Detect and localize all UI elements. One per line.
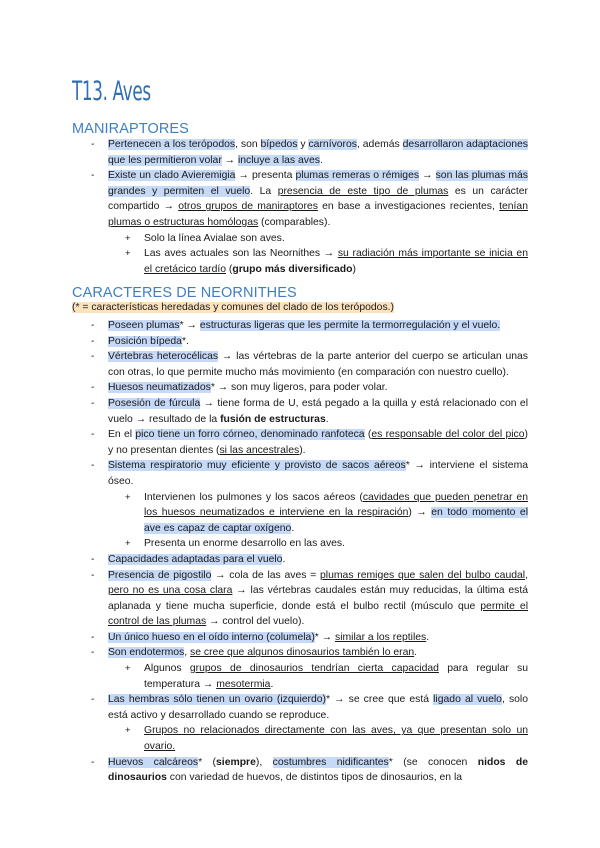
text-run: Presenta un enorme desarrollo en las aves. <box>144 538 345 550</box>
text-run: Un único hueso en el oído interno (columela) <box>108 631 315 643</box>
list-item <box>0 458 600 489</box>
text-run: carnívoros <box>308 139 357 150</box>
text-run: Huevos calcáreos <box>108 756 199 768</box>
list-item <box>0 380 600 396</box>
text-run: Intervienen los pulmones y los sacos aéreos ( <box>144 491 363 503</box>
text-run: con variedad de huevos, de distintos tipos de dinosaurios, en la <box>166 772 463 784</box>
text-run: costumbres nidificantes <box>272 756 389 768</box>
list-item <box>0 630 600 646</box>
text-run: grupos de dinosaurios tendrían cierta capacidad <box>189 663 439 675</box>
asterisk-note-text: (* = características heredadas y comunes del clado de los terópodos.) <box>72 302 394 313</box>
text-run: ( <box>226 263 233 275</box>
text-run: * → <box>314 631 336 643</box>
list-item <box>0 334 600 350</box>
list-item <box>0 318 600 334</box>
section-heading-neornithes: CARACTERES DE NEORNITHES <box>72 285 297 301</box>
text-run: tenían plumas o estructuras homólogas <box>108 201 528 228</box>
list-item <box>0 231 600 247</box>
text-run: plumas remiges que salen del bulbo caudal, pero no es una cosa clara <box>108 569 528 597</box>
text-run: Pertenecen a los terópodos <box>108 139 236 150</box>
text-run: . <box>291 522 295 534</box>
text-run: Presencia de pigostilo <box>108 569 212 581</box>
text-run: . <box>325 413 329 425</box>
text-run: es un carácter compartido → <box>108 185 528 213</box>
text-run: Existe un clado Avieremigia <box>108 170 236 182</box>
text-run: Algunos <box>144 663 190 675</box>
neornithes-list <box>0 318 600 786</box>
text-run: otros grupos de maniraptores <box>178 201 318 213</box>
text-run: estructuras ligeras que les permite la termorregulación y el vuelo. <box>199 320 501 331</box>
text-run: Huesos neumatizados <box>108 382 211 394</box>
text-run: ) <box>352 263 356 275</box>
list-item <box>0 536 600 552</box>
text-run: Las aves actuales son las Neornithes → <box>144 248 338 260</box>
text-run: son las plumas más grandes y permiten el vuelo <box>108 170 528 197</box>
list-item <box>0 723 600 754</box>
text-run: Son endotermos <box>108 647 185 659</box>
list-item <box>0 755 600 786</box>
section-heading-maniraptores: MANIRAPTORES <box>72 121 189 137</box>
text-run: Solo la línea Avialae son aves. <box>144 232 285 244</box>
text-run: → <box>419 170 436 182</box>
text-run: → <box>221 154 238 166</box>
text-run: siempre <box>216 756 256 768</box>
list-item <box>0 137 600 168</box>
text-run: grupo más diversificado <box>232 263 353 275</box>
text-run: presencia de este tipo de plumas <box>277 185 449 197</box>
text-run: su radiación más importante se inicia en el cretácico tardío <box>144 248 528 275</box>
text-run: Posesión de fúrcula <box>108 397 201 409</box>
list-item <box>0 568 600 630</box>
text-run: * → <box>179 320 200 331</box>
text-run: incluye a las aves <box>237 154 320 166</box>
text-run: para regular su temperatura → <box>144 663 529 690</box>
text-run: ) → <box>408 507 432 519</box>
text-run: mesotermia <box>216 678 271 690</box>
list-item <box>0 427 600 458</box>
text-run: → presenta <box>235 170 296 182</box>
text-run: En el <box>108 429 136 441</box>
page-title: T13. Aves <box>72 76 151 107</box>
text-run: * → interviene el sistema óseo. <box>108 460 529 487</box>
text-run: * ( <box>198 756 217 768</box>
text-run: . <box>414 647 418 659</box>
text-run: *. <box>181 335 189 347</box>
text-run: en base a investigaciones recientes, <box>317 201 500 213</box>
text-run: ). <box>299 444 306 456</box>
text-run: permite el control de las plumas <box>108 600 528 628</box>
text-run: ( <box>364 429 372 441</box>
list-item <box>0 490 600 537</box>
text-run: → las vértebras caudales están muy reducidas, la última está aplanada y tiene mucha superficie, donde está el bulbo rectil (músculo que <box>108 585 528 612</box>
text-run: y <box>297 139 309 150</box>
text-run: . <box>319 154 323 166</box>
list-item <box>0 645 600 661</box>
text-run: se cree que algunos dinosaurios también lo eran <box>190 647 415 659</box>
text-run: (comparables). <box>258 216 331 228</box>
text-run: pico tiene un forro córneo, denominado ranfoteca <box>135 429 365 441</box>
text-run: . La <box>250 185 278 197</box>
text-run: * → se cree que está <box>326 694 434 706</box>
text-run: , además <box>357 139 403 150</box>
text-run: fusión de estructuras <box>220 413 326 425</box>
text-run: en todo momento el ave es capaz de captar oxígeno <box>144 507 529 534</box>
text-run: → tiene forma de U, está pegado a la quilla y está relacionado con el vuelo → resultado de la <box>108 397 529 425</box>
asterisk-note <box>72 302 394 313</box>
text-run: , solo está activo y desarrollado cuando se reproduce. <box>108 694 529 721</box>
text-run: ), <box>255 756 273 768</box>
text-run: → control del vuelo). <box>206 616 305 628</box>
text-run: , son <box>235 139 261 150</box>
text-run: plumas remeras o rémiges <box>295 170 420 182</box>
text-run: Poseen plumas <box>108 320 180 331</box>
text-run: . <box>282 553 286 565</box>
text-run: cavidades que pueden penetrar en los huesos neumatizados e interviene en la respiración <box>144 491 528 519</box>
text-run: nidos de dinosaurios <box>108 756 528 784</box>
text-run: desarrollaron adaptaciones que les permitieron volar <box>108 139 528 166</box>
text-run: → las vértebras de la parte anterior del cuerpo se articulan unas con otras, lo que permite mucho más movimiento (en comparación con nuestro cuello). <box>108 351 528 378</box>
text-run: Capacidades adaptadas para el vuelo <box>108 553 283 565</box>
text-run: es responsable del color del pico <box>371 429 525 441</box>
list-item <box>0 246 600 277</box>
text-run: Vértebras heterocélicas <box>108 351 219 363</box>
list-item <box>0 396 600 427</box>
list-item <box>0 692 600 723</box>
text-run: ) y no presentan dientes ( <box>108 429 529 456</box>
list-item <box>0 552 600 568</box>
text-run: , <box>184 647 191 659</box>
text-run: ligado al vuelo <box>433 694 502 706</box>
maniraptores-list <box>0 137 600 277</box>
text-run: . <box>426 631 430 643</box>
text-run: Posición bípeda <box>108 335 182 347</box>
text-run: * (se conocen <box>388 756 478 768</box>
text-run: . <box>270 678 274 690</box>
text-run: → cola de las aves = <box>211 569 321 581</box>
text-run: Las hembras sólo tienen un ovario (izquierdo) <box>108 694 327 706</box>
list-item <box>0 168 600 230</box>
text-run: si las ancestrales <box>219 444 300 456</box>
list-item <box>0 349 600 380</box>
text-run: Sistema respiratorio muy eficiente y provisto de sacos aéreos <box>108 460 406 472</box>
list-item <box>0 661 600 692</box>
text-run: * → son muy ligeros, para poder volar. <box>210 382 388 394</box>
text-run: similar a los reptiles <box>335 631 427 643</box>
text-run: Grupos no relacionados directamente con las aves, ya que presentan solo un ovario. <box>144 725 528 753</box>
text-run: bípedos <box>260 139 298 150</box>
